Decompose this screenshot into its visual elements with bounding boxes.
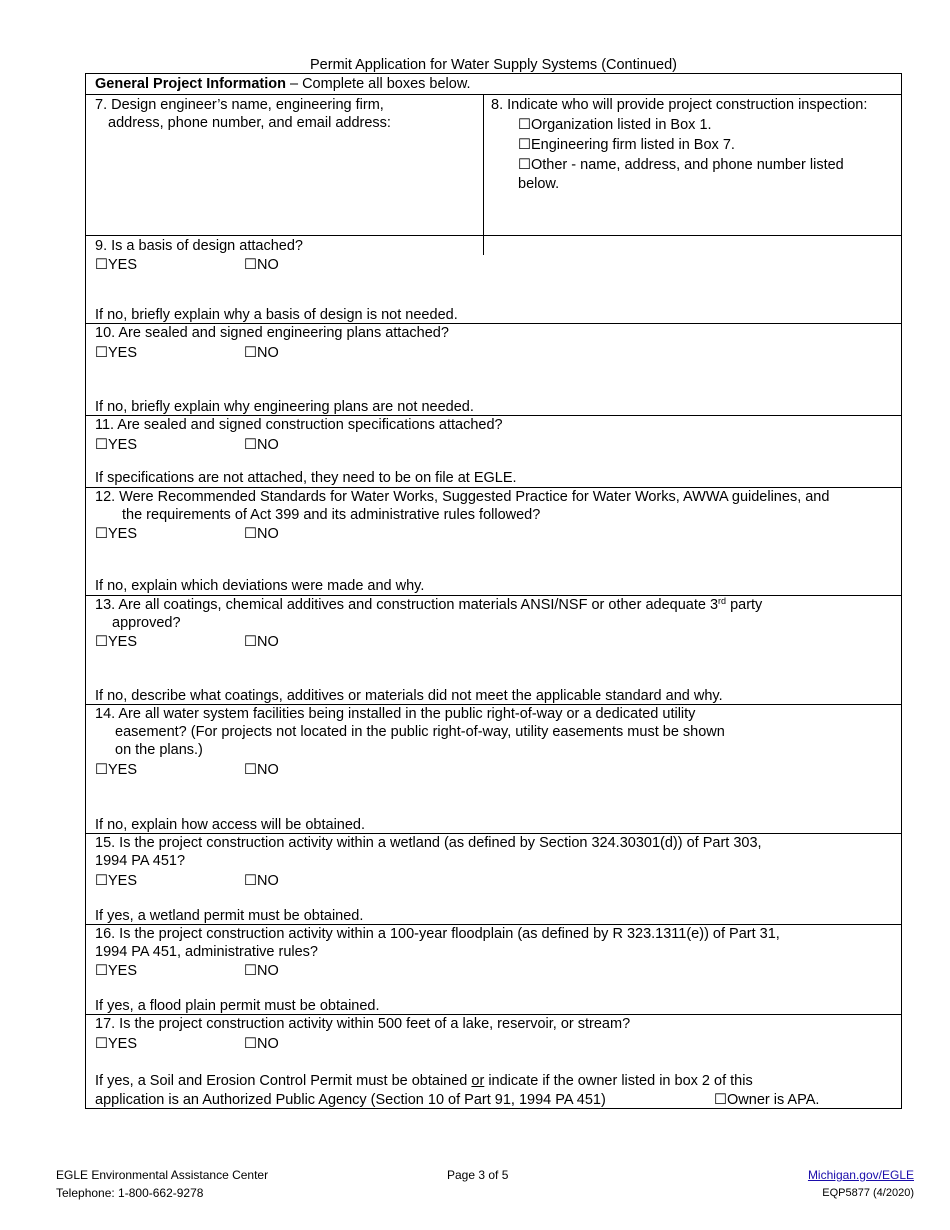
q7-label-line2: address, phone number, and email address: bbox=[108, 115, 391, 131]
checkbox-icon[interactable]: ☐ bbox=[244, 526, 257, 542]
column-divider bbox=[483, 94, 484, 255]
footer-phone: Telephone: 1-800-662-9278 bbox=[56, 1186, 204, 1200]
checkbox-icon[interactable]: ☐ bbox=[518, 137, 531, 153]
q14-yes[interactable]: ☐YES bbox=[95, 762, 138, 778]
q9-no[interactable]: ☐NO bbox=[244, 257, 279, 273]
q17-yes[interactable]: ☐YES bbox=[95, 1036, 138, 1052]
q15-label-line2: 1994 PA 451? bbox=[95, 853, 186, 869]
q16-label-line2: 1994 PA 451, administrative rules? bbox=[95, 944, 319, 960]
checkbox-icon[interactable]: ☐ bbox=[244, 437, 257, 453]
q9-yes[interactable]: ☐YES bbox=[95, 257, 138, 273]
q10-note: If no, briefly explain why engineering plans are not needed. bbox=[95, 399, 474, 415]
checkbox-icon[interactable]: ☐ bbox=[518, 157, 531, 173]
q8-option-other[interactable]: ☐Other - name, address, and phone number listed bbox=[518, 157, 844, 173]
footer-page-number: Page 3 of 5 bbox=[447, 1168, 509, 1182]
checkbox-icon[interactable]: ☐ bbox=[244, 257, 257, 273]
footer-link-wrap bbox=[808, 1167, 914, 1183]
q15-label-line1: 15. Is the project construction activity within a wetland (as defined by Section 324.30301(d)) of Part 303, bbox=[95, 835, 762, 851]
q11-no[interactable]: ☐NO bbox=[244, 437, 279, 453]
q13-label-line1: 13. Are all coatings, chemical additives and construction materials ANSI/NSF or other adequate 3rd party bbox=[95, 596, 763, 613]
checkbox-icon[interactable]: ☐ bbox=[95, 437, 108, 453]
q11-yes[interactable]: ☐YES bbox=[95, 437, 138, 453]
q17-note-line2: application is an Authorized Public Agency (Section 10 of Part 91, 1994 PA 451) bbox=[95, 1092, 606, 1108]
checkbox-icon[interactable]: ☐ bbox=[95, 762, 108, 778]
q13-row bbox=[86, 595, 901, 704]
q17-label: 17. Is the project construction activity within 500 feet of a lake, reservoir, or stream? bbox=[95, 1016, 631, 1032]
q16-yes[interactable]: ☐YES bbox=[95, 963, 138, 979]
q14-note: If no, explain how access will be obtained. bbox=[95, 817, 366, 833]
q16-no[interactable]: ☐NO bbox=[244, 963, 279, 979]
q10-label: 10. Are sealed and signed engineering plans attached? bbox=[95, 325, 449, 341]
michigan-egle-link[interactable]: Michigan.gov/EGLE bbox=[807, 1168, 914, 1182]
q15-note: If yes, a wetland permit must be obtained. bbox=[95, 908, 364, 924]
q11-label: 11. Are sealed and signed construction specifications attached? bbox=[95, 417, 503, 433]
q11-row bbox=[86, 415, 901, 487]
q14-row bbox=[86, 704, 901, 833]
q12-label-line2: the requirements of Act 399 and its administrative rules followed? bbox=[122, 507, 541, 523]
q14-label-line1: 14. Are all water system facilities being installed in the public right-of-way or a dedicated utility bbox=[95, 706, 696, 722]
q12-yes[interactable]: ☐YES bbox=[95, 526, 138, 542]
section-instructions: – Complete all boxes below. bbox=[285, 76, 471, 92]
checkbox-icon[interactable]: ☐ bbox=[518, 117, 531, 133]
q15-no[interactable]: ☐NO bbox=[244, 873, 279, 889]
q8-label: 8. Indicate who will provide project construction inspection: bbox=[491, 97, 868, 113]
q12-no[interactable]: ☐NO bbox=[244, 526, 279, 542]
q14-no[interactable]: ☐NO bbox=[244, 762, 279, 778]
q15-row bbox=[86, 833, 901, 924]
checkbox-icon[interactable]: ☐ bbox=[95, 1036, 108, 1052]
q13-label-line2: approved? bbox=[112, 615, 181, 631]
checkbox-icon[interactable]: ☐ bbox=[95, 257, 108, 273]
q13-note: If no, describe what coatings, additives or materials did not meet the applicable standard and why. bbox=[95, 688, 723, 704]
q8-option-organization[interactable]: ☐Organization listed in Box 1. bbox=[518, 117, 712, 133]
q9-label: 9. Is a basis of design attached? bbox=[95, 238, 303, 254]
q13-yes[interactable]: ☐YES bbox=[95, 634, 138, 650]
q17-no[interactable]: ☐NO bbox=[244, 1036, 279, 1052]
q9-note: If no, briefly explain why a basis of design is not needed. bbox=[95, 307, 458, 323]
checkbox-icon[interactable]: ☐ bbox=[95, 873, 108, 889]
q16-note: If yes, a flood plain permit must be obtained. bbox=[95, 998, 380, 1014]
footer-org: EGLE Environmental Assistance Center bbox=[56, 1168, 269, 1182]
q15-yes[interactable]: ☐YES bbox=[95, 873, 138, 889]
q10-yes[interactable]: ☐YES bbox=[95, 345, 138, 361]
q10-no[interactable]: ☐NO bbox=[244, 345, 279, 361]
checkbox-icon[interactable]: ☐ bbox=[244, 963, 257, 979]
section-header bbox=[86, 74, 901, 94]
checkbox-icon[interactable]: ☐ bbox=[95, 963, 108, 979]
q8-option-engineering-firm[interactable]: ☐Engineering firm listed in Box 7. bbox=[518, 137, 735, 153]
q11-note: If specifications are not attached, they need to be on file at EGLE. bbox=[95, 470, 517, 486]
q14-label-line2: easement? (For projects not located in the public right-of-way, utility easements must be shown bbox=[115, 724, 725, 740]
checkbox-icon[interactable]: ☐ bbox=[95, 526, 108, 542]
q12-row bbox=[86, 487, 901, 595]
checkbox-icon[interactable]: ☐ bbox=[95, 345, 108, 361]
q16-label-line1: 16. Is the project construction activity within a 100-year floodplain (as defined by R 323.1311(e)) of Part 31, bbox=[95, 926, 780, 942]
q12-note: If no, explain which deviations were made and why. bbox=[95, 578, 425, 594]
q13-no[interactable]: ☐NO bbox=[244, 634, 279, 650]
box-7-8-row bbox=[86, 94, 901, 256]
checkbox-icon[interactable]: ☐ bbox=[244, 345, 257, 361]
q10-row bbox=[86, 323, 901, 416]
q16-row bbox=[86, 924, 901, 1015]
checkbox-icon[interactable]: ☐ bbox=[714, 1092, 727, 1108]
q7-label-line1: 7. Design engineer’s name, engineering firm, bbox=[95, 97, 384, 113]
q17-note-line1: If yes, a Soil and Erosion Control Permit must be obtained or indicate if the owner listed in box 2 of this bbox=[95, 1073, 753, 1089]
footer-form-id: EQP5877 (4/2020) bbox=[822, 1187, 914, 1199]
section-title: General Project Information bbox=[95, 76, 286, 92]
q9-row bbox=[86, 235, 901, 323]
checkbox-icon[interactable]: ☐ bbox=[244, 873, 257, 889]
q17-row bbox=[86, 1014, 901, 1108]
checkbox-icon[interactable]: ☐ bbox=[244, 634, 257, 650]
q17-owner-apa[interactable]: ☐Owner is APA. bbox=[714, 1092, 820, 1108]
checkbox-icon[interactable]: ☐ bbox=[244, 1036, 257, 1052]
page-title: Permit Application for Water Supply Systems (Continued) bbox=[310, 57, 677, 73]
application-form bbox=[85, 73, 902, 1109]
q12-label-line1: 12. Were Recommended Standards for Water Works, Suggested Practice for Water Works, AWWA guidelines, and bbox=[95, 489, 830, 505]
q8-option-other-cont: below. bbox=[518, 176, 560, 192]
q14-label-line3: on the plans.) bbox=[115, 742, 203, 758]
checkbox-icon[interactable]: ☐ bbox=[95, 634, 108, 650]
checkbox-icon[interactable]: ☐ bbox=[244, 762, 257, 778]
